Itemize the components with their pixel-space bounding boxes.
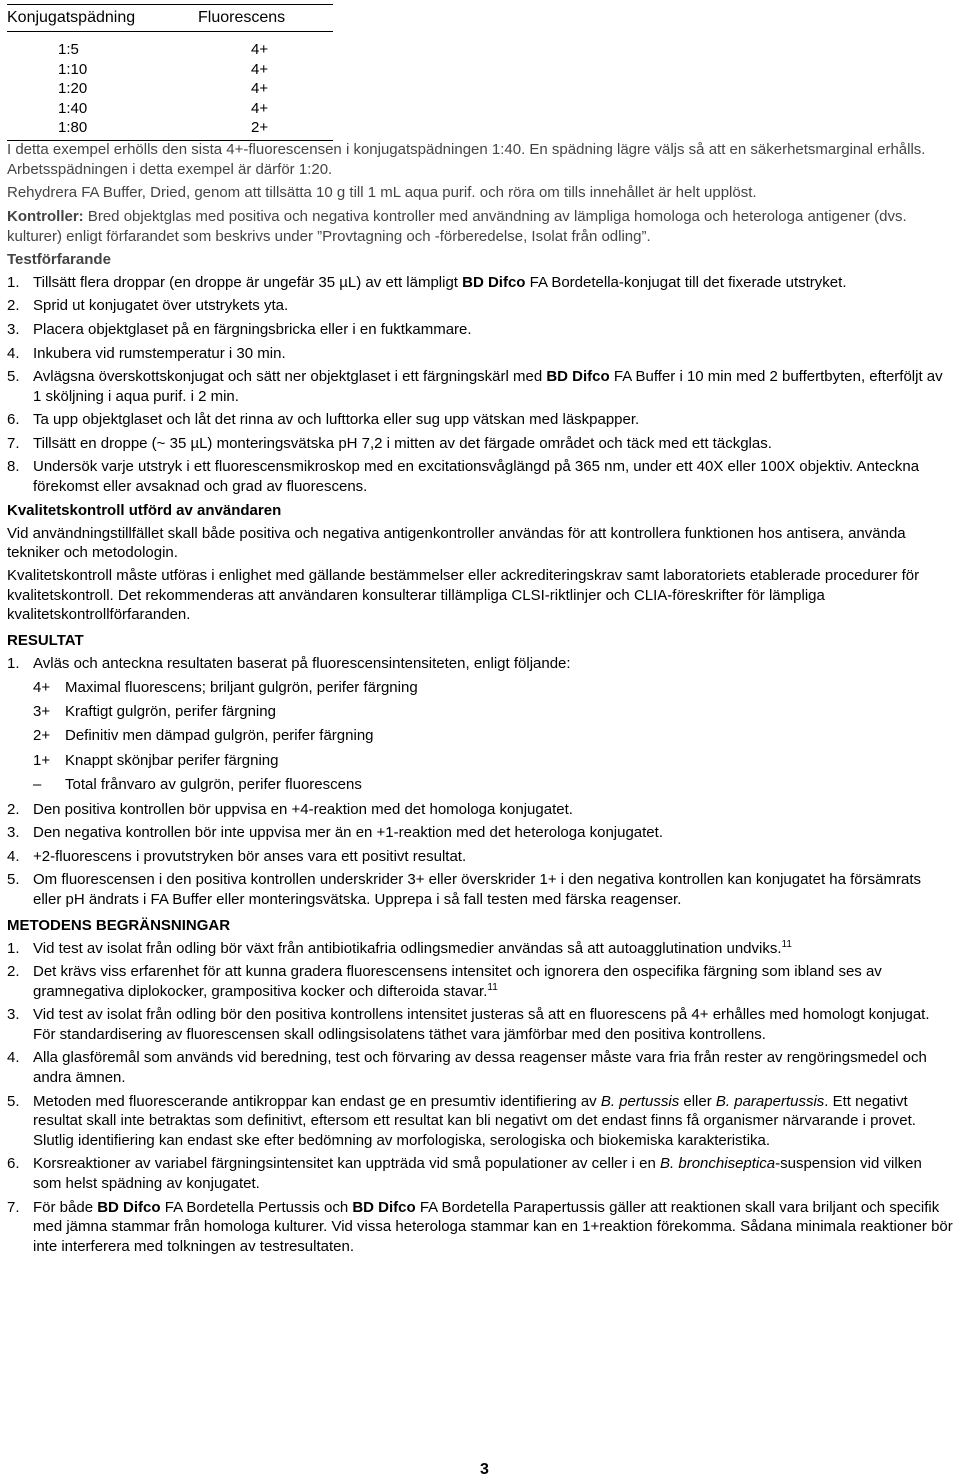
test-procedure-heading: Testförfarande xyxy=(7,250,111,268)
page-number: 3 xyxy=(480,1461,489,1478)
list-item: 1. Vid test av isolat från odling bör växt från antibiotikafria odlingsmedier användas så att autoagglutination undviks.$^{11}$ xyxy=(7,938,792,957)
table-row: 1:10 4+ xyxy=(58,60,269,78)
list-item: 5. Metoden med fluorescerande antikroppar kan endast ge en presumtiv identifiering av B. pertussis eller B. parapertussis. Ett negativt resultat skall inte betraktas som definitivt, eftersom ett resultat kan bli negativt om det endast finns få organismer närvarande i provet. Slutlig identifiering kan endast ske efter bedömning av morfologiska, serologiska och biokemiska karakteristika. xyxy=(7,1092,916,1149)
qc-heading: Kvalitetskontroll utförd av användaren xyxy=(7,501,282,519)
table-row: 1:80 2+ xyxy=(7,118,333,140)
grade-row: 4+ Maximal fluorescens; briljant gulgrön, perifer färgning xyxy=(33,678,418,696)
list-item: 3. Den negativa kontrollen bör inte uppvisa mer än en +1-reaktion med det heterologa konjugatet. xyxy=(7,824,663,842)
intro-paragraph-2: Rehydrera FA Buffer, Dried, genom att tillsätta 10 g till 1 mL aqua purif. och röra om tills innehållet är helt upplöst. xyxy=(7,183,757,201)
list-item: 6. Ta upp objektglaset och låt det rinna av och lufttorka eller sug upp vätskan med läskpapper. xyxy=(7,411,640,429)
qc-paragraph-2: Kvalitetskontroll måste utföras i enlighet med gällande bestämmelser eller ackrediteringskrav samt laboratoriets etablerade procedurer för kvalitetskontroll. Det rekommenderas att användaren konsulterar tillämpliga CLSI-riktlinjer och CLIA-föreskrifter för lämpliga kvalitetskontrollförfaranden. xyxy=(7,567,920,624)
list-item: 7. Tillsätt en droppe (~ 35 µL) monteringsvätska pH 7,2 i mitten av det färgade området och täck med ett täckglas. xyxy=(7,434,772,452)
grading-scale xyxy=(7,678,953,795)
list-item: 1. Avläs och anteckna resultaten baserat på fluorescensintensiteten, enligt följande: xyxy=(7,655,571,672)
grade-row: – Total frånvaro av gulgrön, perifer fluorescens xyxy=(33,776,362,794)
table-row: 1:40 4+ xyxy=(58,99,269,117)
intro-paragraph-1: I detta exempel erhölls den sista 4+-fluorescensen i konjugatspädningen 1:40. En spädning lägre väljs så att en säkerhetsmarginal erhålls. Arbetsspädningen i detta exempel är därför 1:20. xyxy=(7,141,926,178)
qc-paragraph-1: Vid användningstillfället skall både positiva och negativa antigenkontroller användas för att kontrollera funktionen hos antisera, använda tekniker och metodologin. xyxy=(7,524,906,562)
controls-label: Kontroller: xyxy=(7,208,84,226)
list-item: 4. Alla glasföremål som används vid beredning, test och förvaring av dessa reagenser måste vara fria från rester av rengöringsmedel och andra ämnen. xyxy=(7,1049,927,1087)
list-item: 5. Om fluorescensen i den positiva kontrollen underskrider 3+ eller överskrider 1+ i den negativa kontrollen kan konjugatet ha försämrats eller pH ändrats i FA Buffer eller monteringsvätska. Upprepa i så fall testen med färska reagenser. xyxy=(7,871,921,908)
test-steps-list xyxy=(7,273,953,497)
header-fluorescence: Fluorescens xyxy=(198,5,333,32)
list-item: 2. Det krävs viss erfarenhet för att kunna gradera fluorescensens intensitet och ignorera den ospecifika färgning som ibland ses av gramnegativa diplokocker, grampositiva kocker och difteroida stavar.$^{11}$ xyxy=(7,963,882,1000)
results-heading: RESULTAT xyxy=(7,632,84,650)
grade-row: 2+ Definitiv men dämpad gulgrön, perifer färgning xyxy=(33,727,374,745)
body-text xyxy=(7,140,953,1260)
grade-row: 1+ Knappt skönjbar perifer färgning xyxy=(33,751,279,769)
grade-row: 3+ Kraftigt gulgrön, perifer färgning xyxy=(33,702,276,720)
header-dilution: Konjugatspädning xyxy=(7,5,198,32)
list-item: 4. Inkubera vid rumstemperatur i 30 min. xyxy=(7,344,286,362)
list-item: 2. Den positiva kontrollen bör uppvisa en +4-reaktion med det homologa konjugatet. xyxy=(7,800,573,818)
dilution-table xyxy=(7,4,333,141)
controls-paragraph: Kontroller: Bred objektglas med positiva och negativa kontroller med användning av lämpliga homologa och heterologa antigener (dvs. kulturer) enligt förfarandet som beskrivs under ”Provtagning och -förberedelse, Isolat från odling”. xyxy=(7,208,907,245)
list-item: 1. Tillsätt flera droppar (en droppe är ungefär 35 µL) av ett lämpligt BD Difco FA Bordetella-konjugat till det fixerade utstryket. xyxy=(7,273,847,291)
limitations-heading: METODENS BEGRÄNSNINGAR xyxy=(7,916,231,934)
list-item: 5. Avlägsna överskottskonjugat och sätt ner objektglaset i ett färgningskärl med BD Difco FA Buffer i 10 min med 2 buffertbyten, efterföljt av 1 sköljning i aqua purif. i 2 min. xyxy=(7,368,943,405)
list-item: 3. Vid test av isolat från odling bör den positiva kontrollens intensitet justeras så att en fluorescens på 4+ erhålles med homologt konjugat. För standardisering av fluorescensen skall odlingsisolatens täthet vara jämförbar med den positiva kontrollens. xyxy=(7,1006,930,1043)
list-item: 6. Korsreaktioner av variabel färgningsintensitet kan uppträda vid små populationer av celler i en B. bronchiseptica-suspension vid vilken som helst spädning av konjugatet. xyxy=(7,1155,922,1193)
table-row: 1:5 4+ xyxy=(58,41,269,58)
list-item: 3. Placera objektglaset på en färgningsbricka eller i en fuktkammare. xyxy=(7,320,472,338)
list-item: 4. +2-fluorescens i provutstryken bör anses vara ett positivt resultat. xyxy=(7,847,467,865)
table-row: 1:20 4+ xyxy=(58,80,269,98)
list-item: 7. För både BD Difco FA Bordetella Pertussis och BD Difco FA Bordetella Parapertussis gäller att reaktionen skall vara briljant och specifik med jämna stammar från homologa kulturer. Vid vissa heterologa stammar kan en 1+reaktion förekomma. Sådana minimala reaktioner bör inte interferera med tolkningen av testresultaten. xyxy=(7,1198,953,1255)
list-item: 2. Sprid ut konjugatet över utstrykets yta. xyxy=(7,297,289,315)
list-item: 8. Undersök varje utstryk i ett fluorescensmikroskop med en excitationsvåglängd på 365 nm, under ett 40X eller 100X objektiv. Anteckna förekomst eller avsaknad och grad av fluorescens. xyxy=(7,458,920,496)
